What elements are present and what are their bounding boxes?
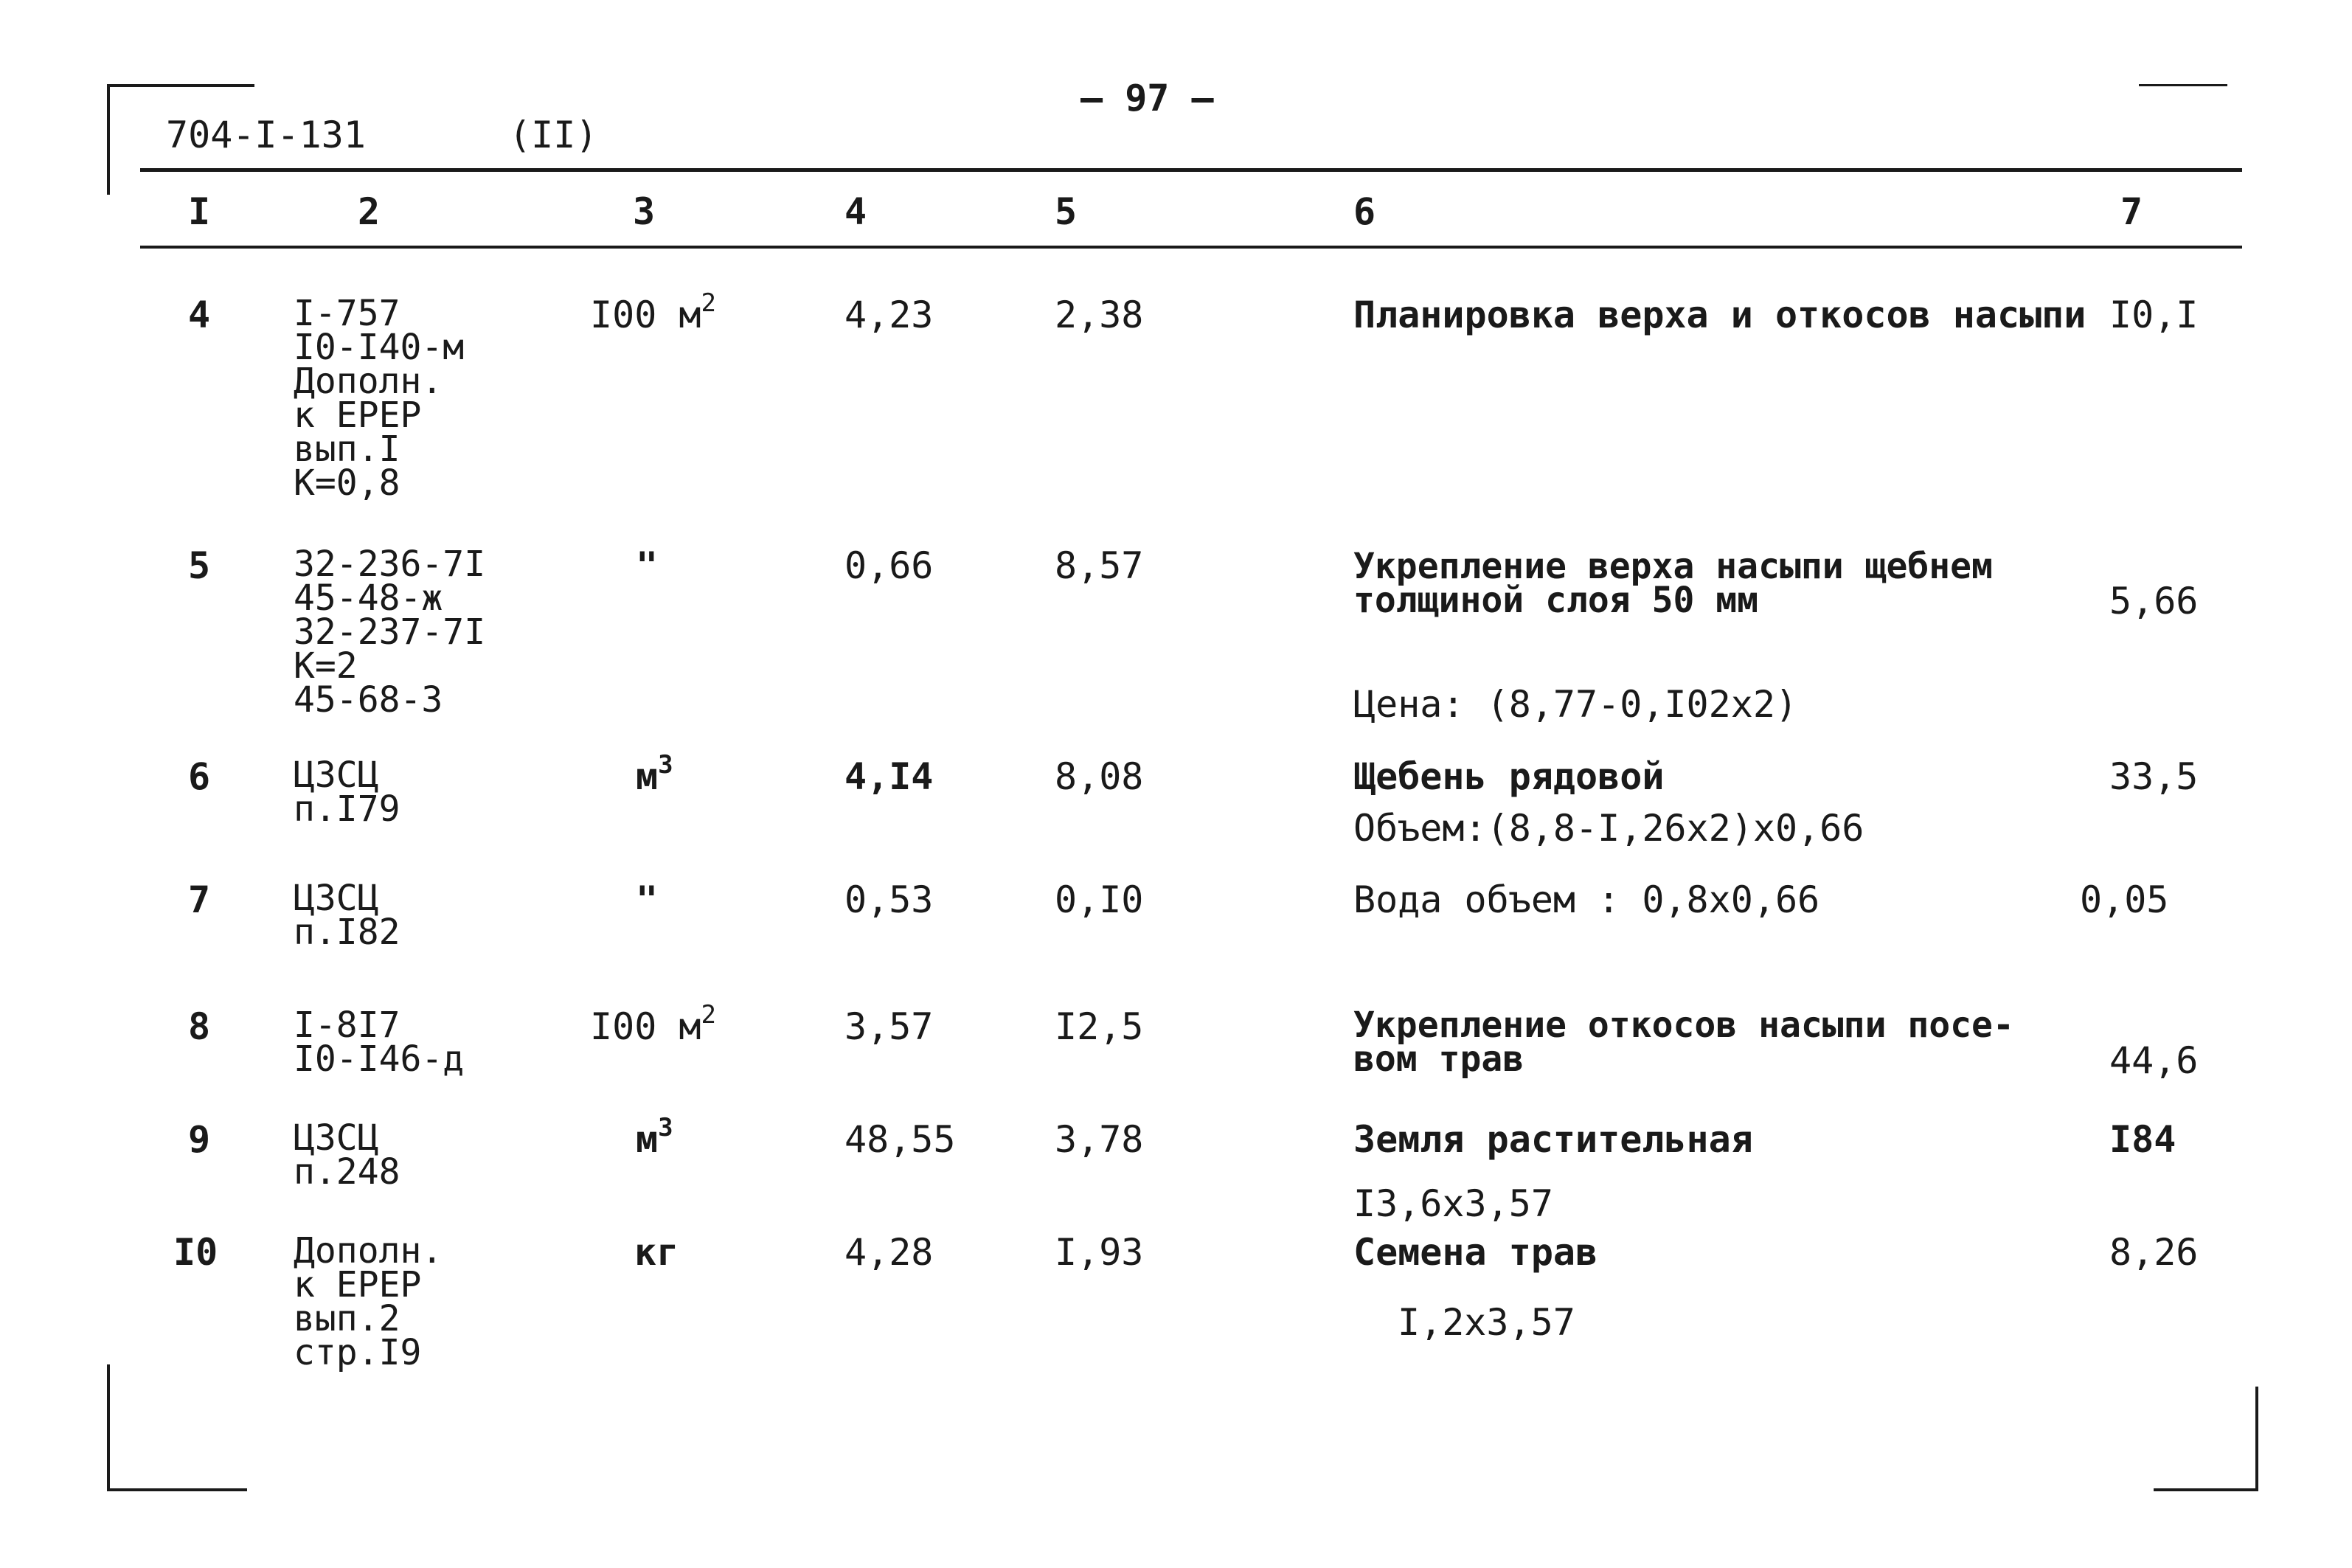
row-price: I,93 xyxy=(1055,1231,1144,1274)
code-line: 32-236-7I xyxy=(294,544,486,585)
description-line: Укрепление верха насыпи щебнем xyxy=(1353,546,1993,587)
row-number: 4 xyxy=(188,294,211,336)
column-header-2: 2 xyxy=(358,190,381,233)
row-description-note: I3,6х3,57 xyxy=(1353,1182,1553,1225)
row-total: I84 xyxy=(2109,1118,2176,1161)
row-total: 0,05 xyxy=(2080,878,2169,921)
column-header-rule xyxy=(140,246,2242,249)
code-line: п.I79 xyxy=(294,788,400,830)
row-total: 8,26 xyxy=(2109,1231,2199,1274)
row-number: 6 xyxy=(188,755,211,798)
document-code: 704-I-131 xyxy=(166,114,366,156)
row-number: 8 xyxy=(188,1005,211,1048)
row-codes xyxy=(294,544,486,721)
top-right-frame-line xyxy=(2139,84,2227,86)
row-unit: I00 $м^2$ xyxy=(590,1000,716,1048)
row-description: Планировка верха и откосов насыпи xyxy=(1353,294,2086,336)
code-line: I0-I40-м xyxy=(294,327,465,368)
code-line: I0-I46-д xyxy=(294,1038,465,1080)
code-line: к ЕРЕР xyxy=(294,395,422,436)
row-number: 9 xyxy=(188,1118,211,1161)
row-number: I0 xyxy=(173,1231,218,1274)
row-codes xyxy=(294,1117,400,1193)
column-header-6: 6 xyxy=(1353,190,1376,233)
code-line: п.248 xyxy=(294,1151,400,1193)
row-description: Семена трав xyxy=(1353,1231,1598,1274)
row-quantity: 3,57 xyxy=(844,1005,934,1048)
code-line: Дополн. xyxy=(294,1230,443,1272)
code-line: 45-68-3 xyxy=(294,679,443,721)
code-line: К=2 xyxy=(294,645,358,687)
code-line: п.I82 xyxy=(294,912,400,953)
row-unit: кг xyxy=(634,1231,679,1274)
row-description xyxy=(1353,546,1993,621)
left-frame-line-bottom xyxy=(107,1364,110,1490)
row-codes xyxy=(294,754,400,830)
row-number: 5 xyxy=(188,544,211,587)
row-description: Вода объем : 0,8х0,66 xyxy=(1353,878,1820,921)
row-quantity: 0,53 xyxy=(844,878,934,921)
code-line: к ЕРЕР xyxy=(294,1264,422,1305)
row-description-note: Объем:(8,8-I,26х2)х0,66 xyxy=(1353,807,1864,850)
row-codes xyxy=(294,1005,465,1080)
code-line: 45-48-ж xyxy=(294,577,443,619)
row-description xyxy=(1353,1005,2014,1080)
unit-superscript: 2 xyxy=(701,1000,716,1030)
code-line: вып.I xyxy=(294,429,400,470)
row-unit: " xyxy=(636,544,659,587)
row-price: 2,38 xyxy=(1055,294,1144,336)
row-price: 0,I0 xyxy=(1055,878,1144,921)
row-description: Щебень рядовой xyxy=(1353,755,1665,798)
page-number: — 97 — xyxy=(1080,77,1214,119)
row-description-note: Цена: (8,77-0,I02х2) xyxy=(1353,683,1798,726)
row-total: 33,5 xyxy=(2109,755,2199,798)
row-unit: $м^3$ xyxy=(636,750,673,798)
row-number: 7 xyxy=(188,878,211,921)
unit-superscript: 3 xyxy=(658,750,673,780)
code-line: стр.I9 xyxy=(294,1332,422,1373)
row-unit: $м^3$ xyxy=(636,1113,673,1161)
description-line: толщиной слоя 50 мм xyxy=(1353,580,1759,621)
unit-superscript: 3 xyxy=(658,1113,673,1142)
row-quantity: 48,55 xyxy=(844,1118,956,1161)
row-price: 8,57 xyxy=(1055,544,1144,587)
row-codes xyxy=(294,293,465,504)
column-header-5: 5 xyxy=(1055,190,1078,233)
row-description: Земля растительная xyxy=(1353,1118,1753,1161)
top-left-frame-line xyxy=(107,84,254,87)
unit-superscript: 2 xyxy=(701,288,716,318)
code-line: 32-237-7I xyxy=(294,611,486,653)
row-codes xyxy=(294,1230,443,1373)
row-price: I2,5 xyxy=(1055,1005,1144,1048)
row-quantity: 4,I4 xyxy=(844,755,934,798)
left-frame-line-top xyxy=(107,84,110,195)
column-header-1: I xyxy=(188,190,211,233)
code-line: вып.2 xyxy=(294,1298,400,1339)
code-line: I-757 xyxy=(294,293,400,334)
right-frame-line-bottom xyxy=(2255,1387,2258,1490)
row-total: I0,I xyxy=(2109,294,2199,336)
bottom-left-frame-line xyxy=(107,1488,247,1491)
row-quantity: 0,66 xyxy=(844,544,934,587)
code-line: Дополн. xyxy=(294,361,443,402)
column-header-4: 4 xyxy=(844,190,867,233)
row-description-note: I,2х3,57 xyxy=(1398,1301,1575,1344)
document-part: (II) xyxy=(509,114,598,156)
row-price: 3,78 xyxy=(1055,1118,1144,1161)
column-header-3: 3 xyxy=(633,190,656,233)
row-quantity: 4,23 xyxy=(844,294,934,336)
row-total: 44,6 xyxy=(2109,1039,2199,1082)
code-line: К=0,8 xyxy=(294,462,400,504)
row-unit: " xyxy=(636,878,659,921)
description-line: Укрепление откосов насыпи посе- xyxy=(1353,1005,2014,1046)
column-header-7: 7 xyxy=(2120,190,2143,233)
row-quantity: 4,28 xyxy=(844,1231,934,1274)
header-rule xyxy=(140,168,2242,172)
row-unit: I00 $м^2$ xyxy=(590,288,716,336)
bottom-right-frame-line xyxy=(2154,1488,2258,1491)
code-line: ЦЗСЦ xyxy=(294,754,379,796)
row-codes xyxy=(294,878,400,953)
code-line: ЦЗСЦ xyxy=(294,1117,379,1159)
code-line: ЦЗСЦ xyxy=(294,878,379,919)
code-line: I-8I7 xyxy=(294,1005,400,1046)
description-line: вом трав xyxy=(1353,1038,1524,1080)
row-price: 8,08 xyxy=(1055,755,1144,798)
row-total: 5,66 xyxy=(2109,580,2199,622)
